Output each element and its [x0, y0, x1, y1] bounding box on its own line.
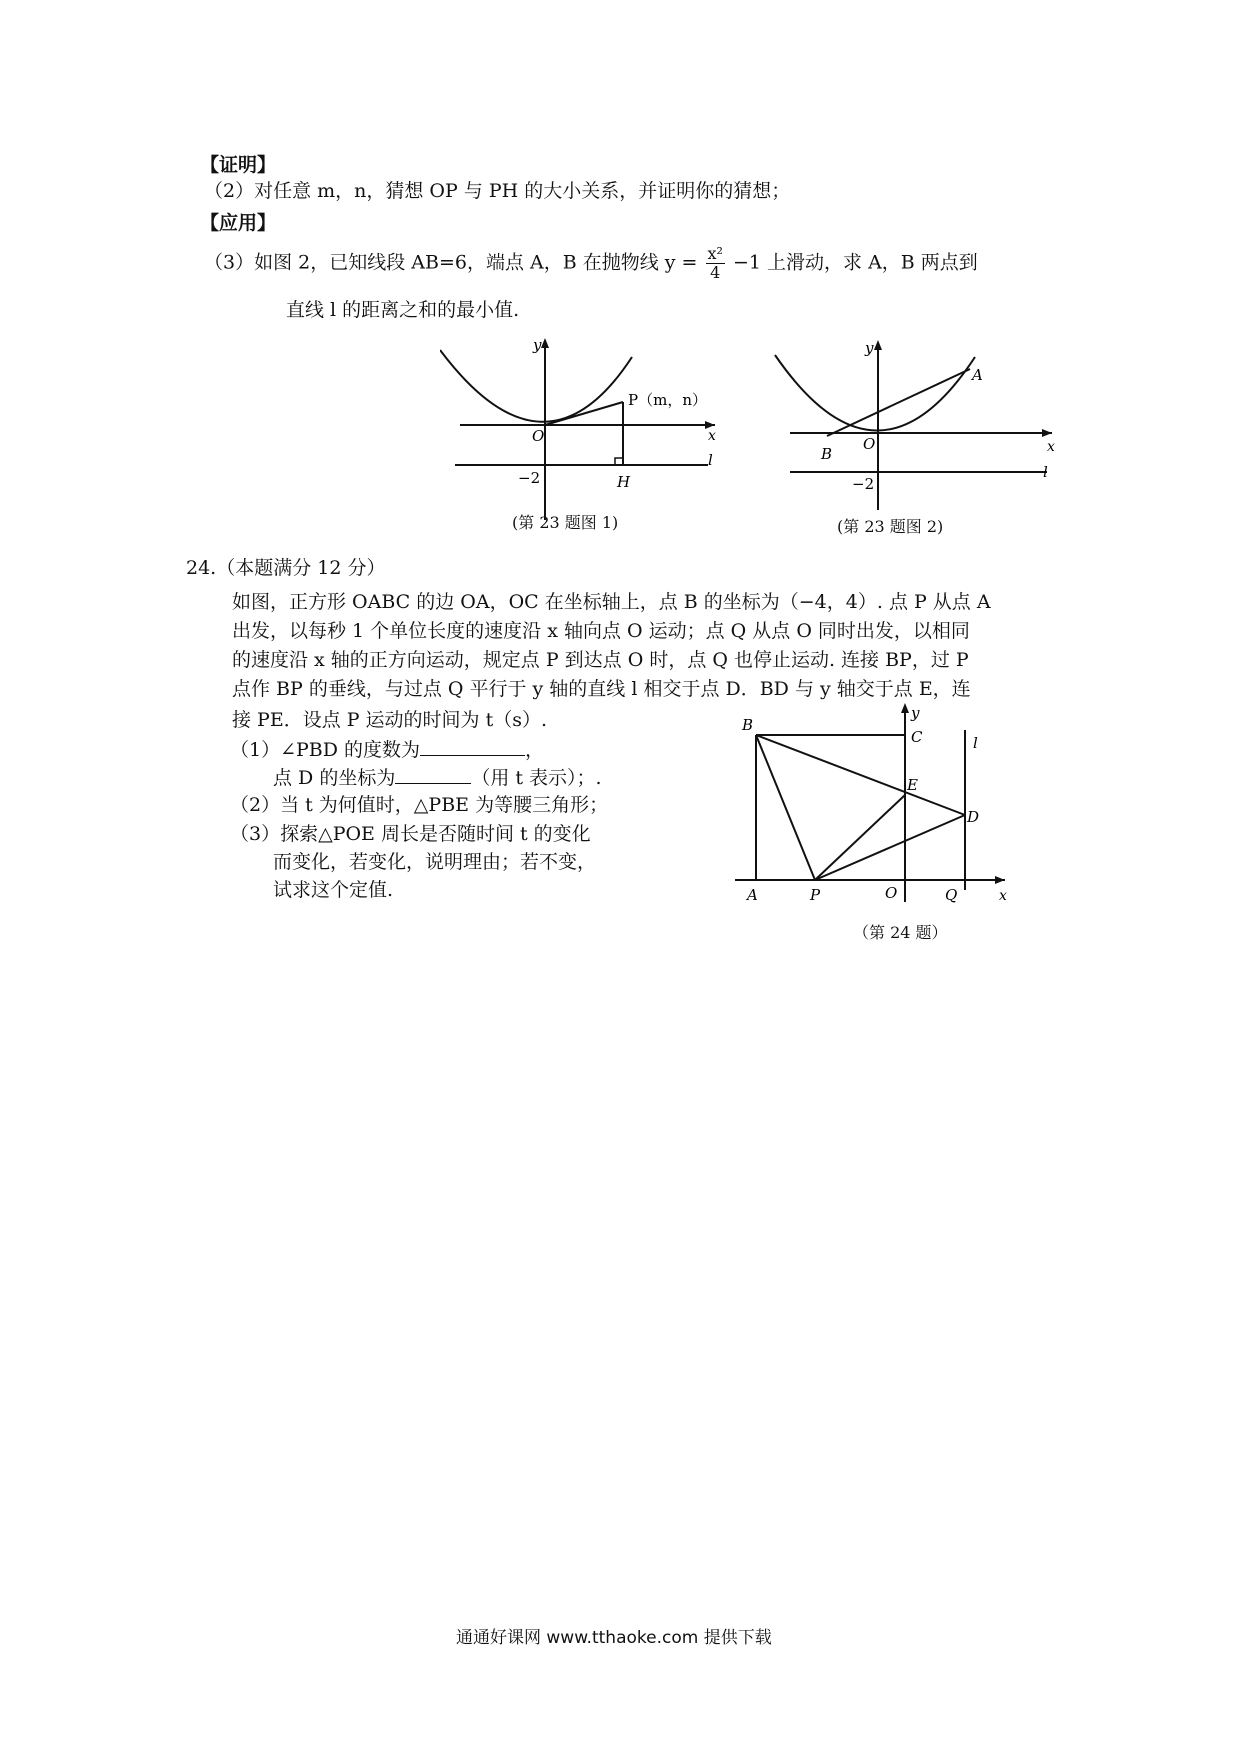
- question-2-text: （2）对任意 m，n，猜想 OP 与 PH 的大小关系，并证明你的猜想；: [204, 180, 791, 202]
- q24-line-5: 接 PE．设点 P 运动的时间为 t（s）.: [232, 709, 548, 731]
- fraction-denominator: 4: [710, 263, 721, 282]
- question-3-prefix: （3）如图 2，已知线段 AB=6，端点 A，B 在抛物线 y =: [204, 251, 698, 274]
- page-footer: 通通好课网 www.tthaoke.com 提供下载: [456, 1628, 772, 1648]
- label-h: H: [617, 473, 631, 491]
- label-x: x: [1047, 439, 1055, 455]
- q24-sub1-point-d: [273, 763, 602, 792]
- figure-23-1-caption: (第 23 题图 1): [512, 513, 619, 532]
- question-3-suffix: −1 上滑动，求 A，B 两点到: [732, 251, 978, 274]
- q24-line-1: 如图，正方形 OABC 的边 OA，OC 在坐标轴上，点 B 的坐标为（−4，4）. 点 P 从点 A: [232, 591, 991, 613]
- label-o: O: [885, 884, 898, 902]
- label-l: l: [1043, 463, 1048, 481]
- segment-bp: [756, 735, 815, 880]
- label-e: E: [907, 776, 918, 794]
- question-3-line-2: 直线 l 的距离之和的最小值.: [286, 299, 520, 321]
- answer-blank-angle: [420, 735, 525, 756]
- q24-sub1-point-d-end: （用 t 表示）；.: [471, 767, 602, 789]
- x-arrow: [995, 876, 1005, 884]
- q24-line-2: 出发，以每秒 1 个单位长度的速度沿 x 轴向点 O 运动；点 Q 从点 O 同时出发，以相同: [232, 620, 970, 642]
- segment-bd: [756, 735, 965, 815]
- label-o: O: [863, 435, 876, 453]
- label-q: Q: [945, 886, 958, 904]
- segment-ab: [827, 369, 970, 436]
- section-apply-heading: 【应用】: [200, 212, 277, 234]
- label-x: x: [708, 428, 716, 444]
- figure-23-2-caption: (第 23 题图 2): [837, 517, 944, 536]
- label-x: x: [999, 888, 1007, 904]
- label-y: y: [865, 339, 874, 357]
- parabola: [775, 355, 975, 431]
- question-24-header: 24.（本题满分 12 分）: [186, 557, 386, 579]
- q24-sub1-angle-text: （1）∠PBD 的度数为: [230, 739, 421, 761]
- answer-blank-point-d: [395, 763, 471, 784]
- figure-23-1: [440, 335, 730, 535]
- label-a: A: [747, 886, 758, 904]
- label-a: A: [972, 366, 983, 384]
- question-3-line-1: [204, 245, 978, 282]
- parabola-fraction: [706, 245, 725, 282]
- label-l: l: [708, 451, 713, 469]
- q24-sub1-angle-end: ，: [525, 739, 545, 761]
- y-arrow: [901, 703, 909, 713]
- q24-sub1-angle: [230, 735, 544, 764]
- label-p: P（m，n）: [628, 391, 707, 409]
- q24-sub1-point-d-text: 点 D 的坐标为: [273, 767, 396, 789]
- y-arrow: [874, 340, 882, 350]
- figure-24-caption: （第 24 题）: [853, 923, 948, 942]
- right-angle-mark: [615, 458, 623, 465]
- q24-line-3: 的速度沿 x 轴的正方向运动，规定点 P 到达点 O 时，点 Q 也停止运动. 连接 BP，过 P: [232, 649, 969, 671]
- x-arrow: [1042, 429, 1052, 437]
- q24-sub3-line-2: 而变化，若变化，说明理由；若不变，: [273, 851, 597, 873]
- q24-sub3-line-3: 试求这个定值.: [273, 879, 394, 901]
- label-l: l: [973, 734, 978, 752]
- segment-op: [545, 402, 623, 425]
- label-y: y: [911, 704, 920, 722]
- figure-24: [735, 700, 1015, 910]
- fraction-numerator: x²: [707, 244, 723, 263]
- label-b: B: [821, 445, 833, 463]
- label-minus-2: −2: [518, 469, 541, 487]
- q24-line-4: 点作 BP 的垂线，与过点 Q 平行于 y 轴的直线 l 相交于点 D．BD 与 y 轴交于点 E，连: [232, 678, 971, 700]
- y-arrow: [541, 338, 549, 348]
- label-c: C: [911, 728, 923, 746]
- label-b: B: [742, 716, 754, 734]
- label-o: O: [532, 427, 545, 445]
- section-proof-heading: 【证明】: [200, 154, 277, 176]
- q24-sub2: （2）当 t 为何值时，△PBE 为等腰三角形；: [230, 794, 609, 816]
- segment-pd: [815, 815, 965, 880]
- segment-pe: [815, 795, 905, 880]
- label-y: y: [533, 336, 542, 354]
- figure-23-2: [765, 335, 1065, 535]
- label-p: P: [810, 886, 821, 904]
- label-d: D: [967, 808, 980, 826]
- label-minus-2: −2: [852, 475, 875, 493]
- parabola: [440, 350, 632, 422]
- q24-sub3-line-1: （3）探索△POE 周长是否随时间 t 的变化: [230, 823, 591, 845]
